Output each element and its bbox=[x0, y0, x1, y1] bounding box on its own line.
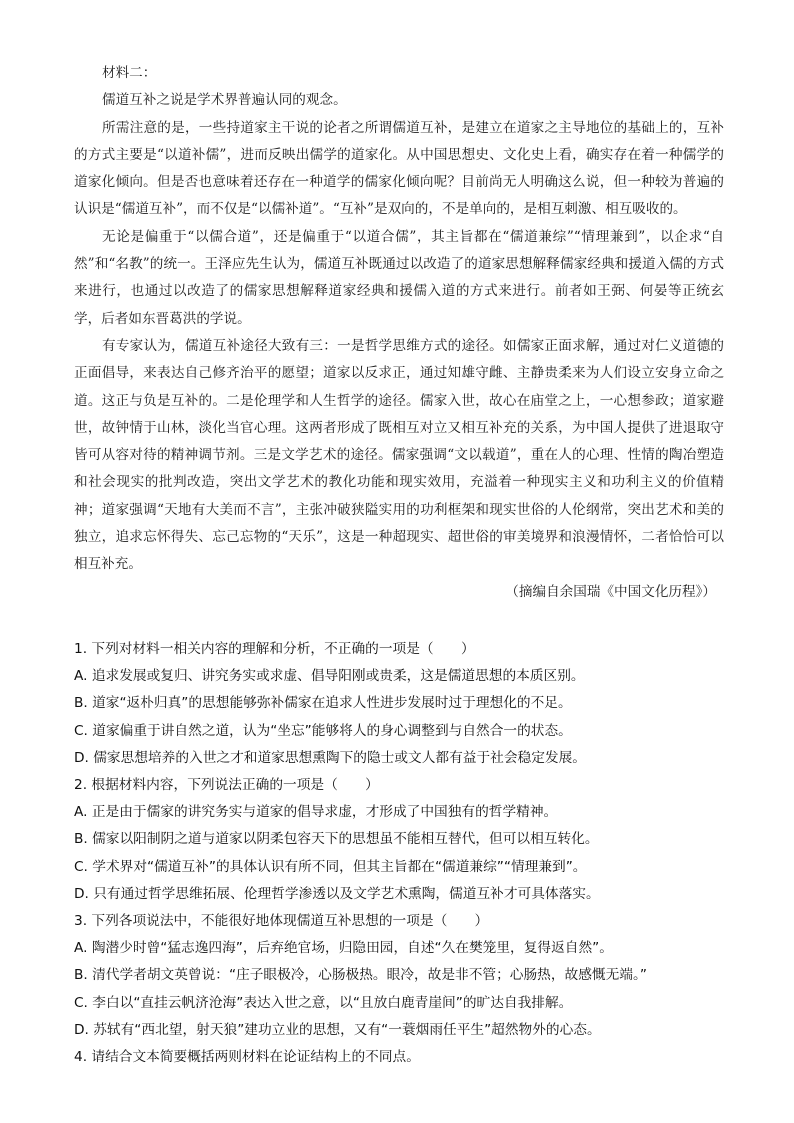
question-2-option-d: D. 只有通过哲学思维拓展、伦理哲学渗透以及文学艺术熏陶，儒道互补才可具体落实。 bbox=[74, 885, 600, 902]
question-1-option-a: A. 追求发展或复归、讲究务实或求虚、倡导阳刚或贵柔，这是儒道思想的本质区别。 bbox=[74, 668, 585, 685]
question-2-option-a: A. 正是由于儒家的讲究务实与道家的倡导求虚，才形成了中国独有的哲学精神。 bbox=[74, 804, 558, 821]
question-1-stem: 1. 下列对材料一相关内容的理解和分析，不正确的一项是（ ） bbox=[74, 641, 475, 657]
material-heading: 材料二： bbox=[102, 65, 157, 81]
question-1-option-c: C. 道家偏重于讲自然之道，认为“坐忘”能够将人的身心调整到与自然合一的状态。 bbox=[74, 722, 572, 739]
material-paragraph: 有专家认为，儒道互补途径大致有三：一是哲学思维方式的途径。如儒家正面求解，通过对仁义道德的正面倡导，来表达自己修齐治平的愿望；道家以反求正，通过知雄守雌、主静贵柔来为人们设立安身立命之道。这正与负是互补的。二是伦理学和人生哲学的途径。儒家入世，故心在庙堂之上，一心想参政；道家避世，故钟情于山林，淡化当官心理。这两者形成了既相互对立又相互补充的关系，为中国人提供了进退取守皆可从容对待的精神调节剂。三是文学艺术的途径。儒家强调“文以载道”，重在人的心理、性情的陶冶塑造和社会现实的批判改造，突出文学艺术的教化功能和现实效用，充溢着一种现实主义和功利主义的价值精神；道家强调“天地有大美而不言”，主张冲破狭隘实用的功利框架和现实世俗的人伦纲常，突出艺术和美的独立，追求忘怀得失、忘己忘物的“天乐”，这是一种超现实、超世俗的审美境界和浪漫情怀，二者恰恰可以相互补充。 bbox=[74, 337, 724, 573]
question-1-option-d: D. 儒家思想培养的入世之才和道家思想熏陶下的隐士或文人都有益于社会稳定发展。 bbox=[74, 749, 586, 766]
material-paragraph: 所需注意的是，一些持道家主干说的论者之所谓儒道互补，是建立在道家之主导地位的基础上的，互补的方式主要是“以道补儒”，进而反映出儒学的道家化。从中国思想史、文化史上看，确实存在着一种儒学的道家化倾向。但是否也意味着还存在一种道学的儒家化倾向呢？目前尚无人明确这么说，但一种较为普遍的认识是“儒道互补”，而不仅是“以儒补道”。“互补”是双向的，不是单向的，是相互刺激、相互吸收的。 bbox=[74, 119, 724, 218]
question-3-option-a: A. 陶潜少时曾“猛志逸四海”，后弃绝官场，归隐田园，自述“久在樊笼里，复得返自然”。 bbox=[74, 940, 613, 957]
question-2-option-b: B. 儒家以阳制阴之道与道家以阴柔包容天下的思想虽不能相互替代，但可以相互转化。 bbox=[74, 831, 599, 848]
question-2-option-c: C. 学术界对“儒道互补”的具体认识有所不同，但其主旨都在“儒道兼综”“情理兼到”。 bbox=[74, 858, 587, 875]
question-2-stem: 2. 根据材料内容，下列说法正确的一项是（ ） bbox=[74, 777, 379, 794]
question-3-stem: 3. 下列各项说法中，不能很好地体现儒道互补思想的一项是（ ） bbox=[74, 913, 489, 930]
question-4-stem: 4. 请结合文本简要概括两则材料在论证结构上的不同点。 bbox=[74, 1049, 420, 1066]
question-3-option-c: C. 李白以“直挂云帆济沧海”表达入世之意，以“且放白鹿青崖间”的旷达自我排解。 bbox=[74, 994, 573, 1011]
questions-section bbox=[74, 636, 724, 1071]
question-3-option-b: B. 清代学者胡文英曾说：“庄子眼极冷，心肠极热。眼冷，故是非不管；心肠热，故感慨无端。” bbox=[74, 967, 647, 984]
material-source: （摘编自余国瑞《中国文化历程》） bbox=[505, 583, 716, 600]
question-3-option-d: D. 苏轼有“西北望，射天狼”建功立业的思想，又有“一蓑烟雨任平生”超然物外的心态。 bbox=[74, 1021, 601, 1038]
material-two-section bbox=[74, 60, 724, 606]
material-paragraph: 儒道互补之说是学术界普遍认同的观念。 bbox=[102, 92, 347, 109]
question-1-option-b: B. 道家“返朴归真”的思想能够弥补儒家在追求人性进步发展时过于理想化的不足。 bbox=[74, 695, 572, 712]
material-paragraph: 无论是偏重于“以儒合道”，还是偏重于“以道合儒”，其主旨都在“儒道兼综”“情理兼到”，以企求“自然”和“名教”的统一。王泽应先生认为，儒道互补既通过以改造了的道家思想解释儒家经典和援道入儒的方式来进行，也通过以改造了的儒家思想解释道家经典和援儒入道的方式来进行。前者如王弼、何晏等正统玄学，后者如东晋葛洪的学说。 bbox=[74, 228, 724, 327]
